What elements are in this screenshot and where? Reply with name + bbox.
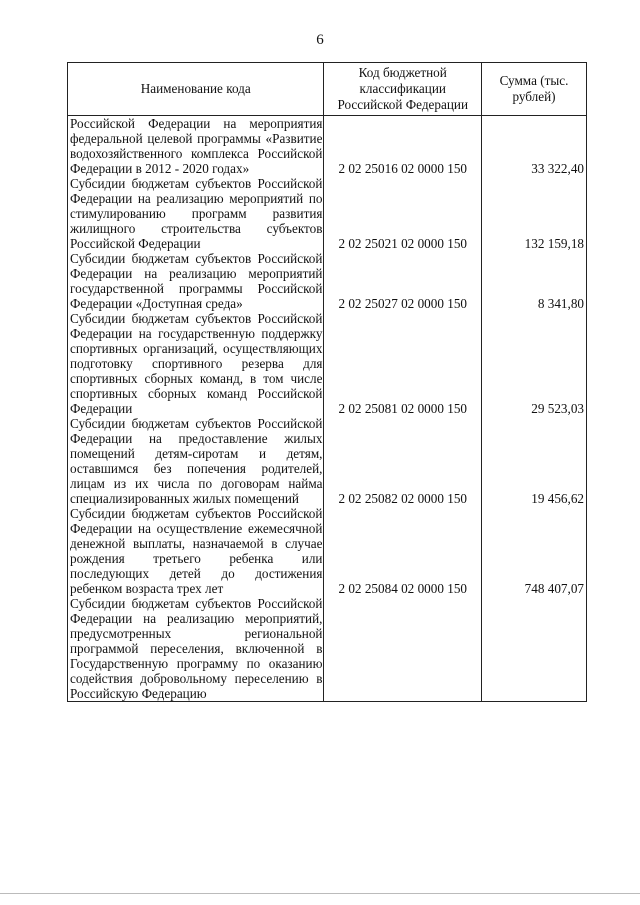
header-code: Код бюджетной классификации Российской Федерации	[324, 63, 482, 116]
table-row	[68, 176, 587, 251]
row-sum: 19 456,62	[481, 416, 586, 506]
row-name: Субсидии бюджетам субъектов Российской Федерации на государственную поддержку спортивных организаций, осуществляющих подготовку спортивного резерва для спортивных сборных команд, в том числе спортивных сборных команд Российской Федерации	[68, 311, 324, 416]
row-sum: 33 322,40	[481, 116, 586, 177]
row-code: 2 02 25021 02 0000 150	[324, 176, 482, 251]
row-code: 2 02 25084 02 0000 150	[324, 506, 482, 596]
row-name: Субсидии бюджетам субъектов Российской Федерации на осуществление ежемесячной денежной выплаты, назначаемой в случае рождения третьего ребенка или последующих детей до достижения ребенком возраста трех лет	[68, 506, 324, 596]
row-name: Субсидии бюджетам субъектов Российской Федерации на реализацию мероприятий государственной программы Российской Федерации «Доступная среда»	[68, 251, 324, 311]
page-number: 6	[316, 32, 324, 48]
row-sum: 29 523,03	[481, 311, 586, 416]
header-sum: Сумма (тыс. рублей)	[481, 63, 586, 116]
row-name: Субсидии бюджетам субъектов Российской Федерации на предоставление жилых помещений детям-сиротам и детям, оставшимся без попечения родителей, лицам из их числа по договорам найма специализированных жилых помещений	[68, 416, 324, 506]
table-row	[68, 506, 587, 596]
row-name: Субсидии бюджетам субъектов Российской Федерации на реализацию мероприятий по стимулированию программ развития жилищного строительства субъектов Российской Федерации	[68, 176, 324, 251]
row-sum	[481, 596, 586, 702]
table-row	[68, 116, 587, 177]
row-code	[324, 596, 482, 702]
budget-classification-table	[67, 62, 587, 702]
page-bottom-divider	[0, 893, 640, 894]
row-code: 2 02 25027 02 0000 150	[324, 251, 482, 311]
table-row	[68, 416, 587, 506]
row-sum: 132 159,18	[481, 176, 586, 251]
row-sum: 748 407,07	[481, 506, 586, 596]
row-code: 2 02 25081 02 0000 150	[324, 311, 482, 416]
header-name: Наименование кода	[68, 63, 324, 116]
row-sum: 8 341,80	[481, 251, 586, 311]
row-code: 2 02 25082 02 0000 150	[324, 416, 482, 506]
table-header-row	[68, 63, 587, 116]
table-row	[68, 311, 587, 416]
row-code: 2 02 25016 02 0000 150	[324, 116, 482, 177]
table-row	[68, 251, 587, 311]
row-name: Субсидии бюджетам субъектов Российской Федерации на реализацию мероприятий, предусмотренных региональной программой переселения, включенной в Государственную программу по оказанию содействия добровольному переселению в Российскую Федерацию	[68, 596, 324, 702]
table-row	[68, 596, 587, 702]
row-name: Российской Федерации на мероприятия федеральной целевой программы «Развитие водохозяйственного комплекса Российской Федерации в 2012 - 2020 годах»	[68, 116, 324, 177]
